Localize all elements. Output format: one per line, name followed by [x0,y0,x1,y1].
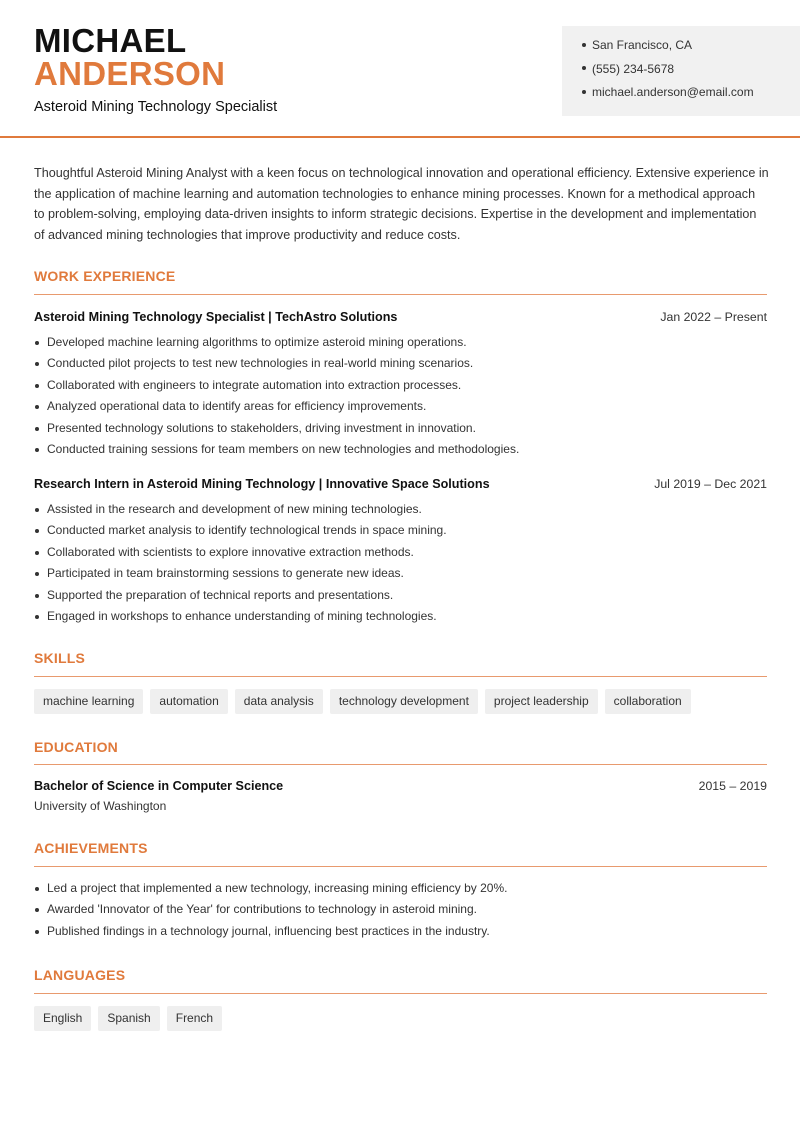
bullet-icon [582,43,586,47]
skill-tag: machine learning [34,689,143,714]
contact-phone [582,58,800,82]
section-title-skills: SKILLS [34,650,85,666]
job-dates: Jan 2022 – Present [660,310,767,324]
skill-tag: technology development [330,689,478,714]
job-bullets [34,332,767,460]
job-header [34,477,767,491]
education-dates: 2015 – 2019 [698,779,767,793]
section-divider [34,993,767,994]
contact-phone-text: (555) 234-5678 [592,61,675,76]
section-divider [34,764,767,765]
list-item: Participated in team brainstorming sessions to generate new ideas. [34,563,767,584]
language-tag: French [167,1006,222,1031]
contact-location-text: San Francisco, CA [592,38,693,52]
resume-header [0,0,800,138]
language-tag: Spanish [98,1006,159,1031]
section-divider [34,866,767,867]
section-title-languages: LANGUAGES [34,967,126,983]
list-item: Conducted market analysis to identify technological trends in space mining. [34,520,767,541]
job-header [34,310,767,324]
list-item: Engaged in workshops to enhance understanding of mining technologies. [34,606,767,627]
job-bullets [34,499,767,627]
bullet-icon [582,90,586,94]
education-school: University of Washington [34,799,167,813]
list-item: Collaborated with scientists to explore innovative extraction methods. [34,542,767,563]
list-item: Published findings in a technology journal, influencing best practices in the industry. [34,921,767,942]
job-role: Research Intern in Asteroid Mining Technology | Innovative Space Solutions [34,477,490,491]
contact-location [582,34,800,58]
list-item: Analyzed operational data to identify areas for efficiency improvements. [34,396,767,417]
last-name: ANDERSON [34,55,226,92]
skill-tag: data analysis [235,689,323,714]
section-divider [34,676,767,677]
achievements-list [34,878,767,942]
skill-tag: automation [150,689,227,714]
section-title-work: WORK EXPERIENCE [34,268,176,284]
languages-list [34,1006,222,1031]
job-role: Asteroid Mining Technology Specialist | TechAstro Solutions [34,310,398,324]
list-item: Presented technology solutions to stakeholders, driving investment in innovation. [34,418,767,439]
education-degree: Bachelor of Science in Computer Science [34,779,284,793]
list-item: Supported the preparation of technical reports and presentations. [34,585,767,606]
section-title-education: EDUCATION [34,739,118,755]
first-name: MICHAEL [34,22,187,59]
list-item: Conducted pilot projects to test new technologies in real-world mining scenarios. [34,353,767,374]
skill-tag: project leadership [485,689,598,714]
contact-box [562,26,800,116]
bullet-icon [582,66,586,70]
list-item: Awarded 'Innovator of the Year' for contributions to technology in asteroid mining. [34,899,767,920]
skill-tag: collaboration [605,689,691,714]
list-item: Assisted in the research and development of new mining technologies. [34,499,767,520]
section-title-achievements: ACHIEVEMENTS [34,840,148,856]
profile-summary: Thoughtful Asteroid Mining Analyst with a keen focus on technological innovation and operational efficiency. Extensive experience in the application of machine learning and automation technologies to enhance mining processes. Known for a methodical approach to problem-solving, employing data-driven insights to inform strategic decisions. Expertise in the development and implementation of advanced mining technologies that improve productivity and reduce costs. [34,166,769,243]
language-tag: English [34,1006,91,1031]
job-title: Asteroid Mining Technology Specialist [34,99,278,115]
list-item: Collaborated with engineers to integrate automation into extraction processes. [34,375,767,396]
section-divider [34,294,767,295]
contact-email-text: michael.anderson@email.com [592,85,754,99]
skills-list [34,689,691,714]
contact-email [582,81,800,105]
list-item: Developed machine learning algorithms to optimize asteroid mining operations. [34,332,767,353]
job-dates: Jul 2019 – Dec 2021 [654,477,767,491]
list-item: Led a project that implemented a new technology, increasing mining efficiency by 20%. [34,878,767,899]
list-item: Conducted training sessions for team members on new technologies and methodologies. [34,439,767,460]
